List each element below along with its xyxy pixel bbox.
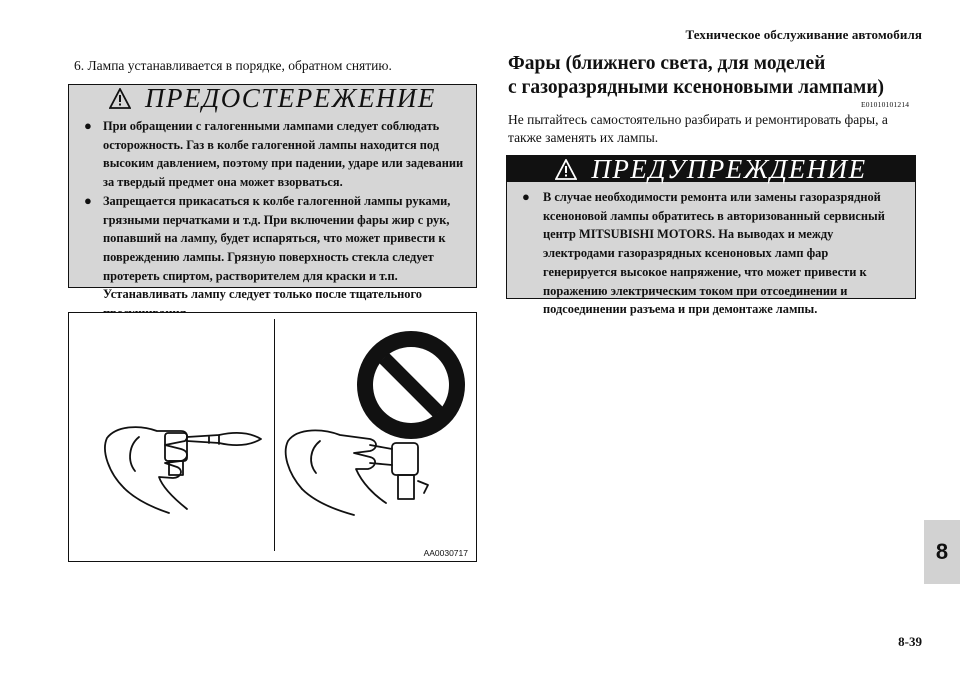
warning-header <box>507 153 915 184</box>
section-body-text: Не пытайтесь самостоятельно разбирать и ремонтировать фары, а также заменять их лампы. <box>508 112 888 145</box>
section-title-line-1: Фары (ближнего света, для моделей <box>508 53 826 74</box>
prohibited-touching-bulb-illustration <box>274 313 478 561</box>
warning-list <box>507 182 915 319</box>
caution-header <box>69 82 476 113</box>
caution-box <box>68 82 477 302</box>
warning-triangle-icon <box>109 88 131 109</box>
figure-code: AA0030717 <box>423 548 468 558</box>
page-number: 8-39 <box>898 634 922 649</box>
caution-list <box>69 111 476 323</box>
warning-triangle-icon <box>555 159 577 180</box>
warning-box <box>506 153 916 317</box>
running-header: Техническое обслуживание автомобиля <box>685 27 922 42</box>
caution-item: ● При обращении с галогенными лампами следует соблюдать осторожность. Газ в колбе галогенной лампы находится под высоким давлением, поэтому при падении, ударе или задевании за твердый предмет она может взорваться. <box>83 117 466 192</box>
warning-title: ПРЕДУПРЕЖДЕНИЕ <box>591 153 867 184</box>
hand-holding-bulb-base-illustration <box>69 313 273 561</box>
section-title <box>508 52 884 99</box>
caution-title: ПРЕДОСТЕРЕЖЕНИЕ <box>145 82 436 113</box>
prohibition-sign-icon <box>357 331 465 439</box>
warning-item: ● В случае необходимости ремонта или замены газоразрядной ксеноновой лампы обратитесь в авторизованный сервисный центр MITSUBISHI MOTORS. На выводах и между электродами газоразрядных ксеноновых ламп фар генерируется высокое напряжение, что может привести к поражению электрическим током при отсоединении и подсоединении разъема и при демонтаже лампы. <box>521 188 905 319</box>
bulb-handling-figure <box>68 312 477 562</box>
section-title-line-2: с газоразрядными ксеноновыми лампами) <box>508 76 885 98</box>
chapter-tab: 8 <box>924 520 960 584</box>
section-code: E01010101214 <box>861 100 910 109</box>
step-6-text: 6. Лампа устанавливается в порядке, обратном снятию. <box>74 58 392 73</box>
caution-item: ● Запрещается прикасаться к колбе галогенной лампы руками, грязными перчатками и т.д. При включении фары жир с рук, попавший на лампу, будет испаряться, что может привести к повреждению лампы. Грязную поверхность стекла следует протереть спиртом, растворителем для краски и т.п. Устанавливать лампу следует только после тщательного <box>83 192 466 323</box>
